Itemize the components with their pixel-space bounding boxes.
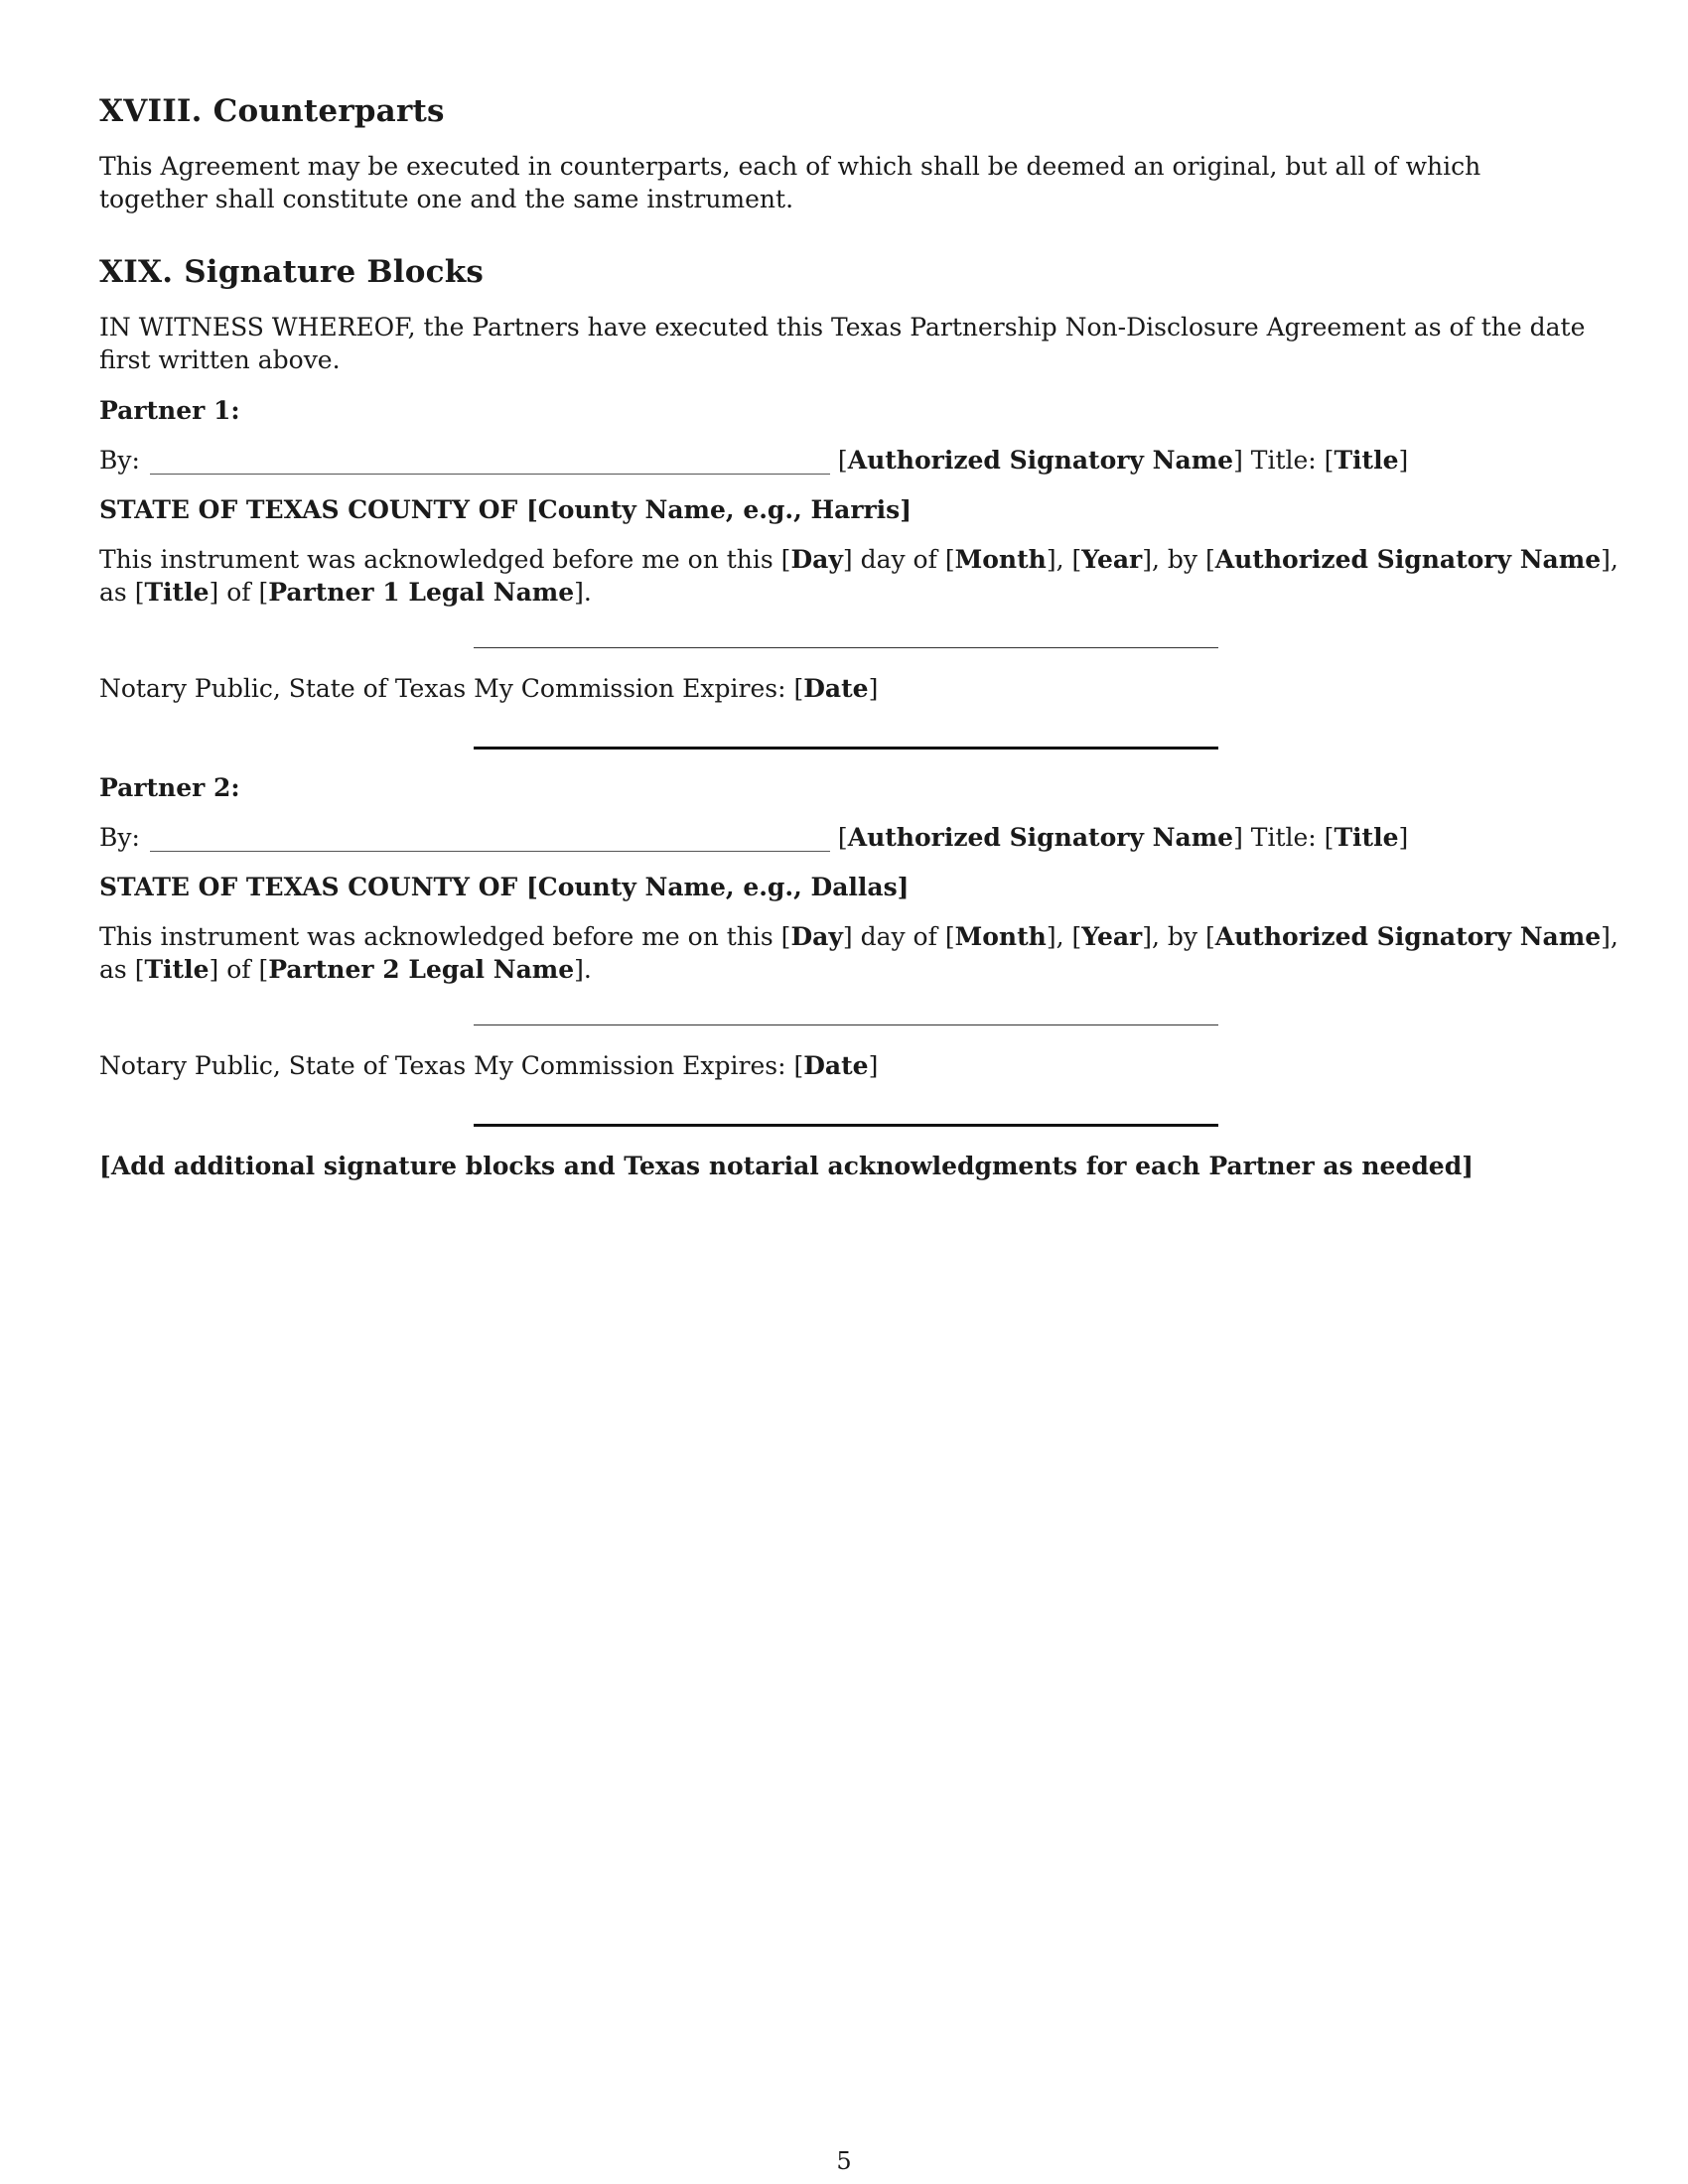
partner-2-heading: Partner 2: [99,773,240,802]
signatory-name-placeholder: Authorized Signatory Name [847,446,1234,475]
partner-1-acknowledgment-line-2: as [Title] of [Partner 1 Legal Name]. [99,578,592,607]
partner-legal-name-placeholder: Partner 1 Legal Name [268,578,575,607]
date-placeholder: Date [803,1051,869,1080]
county-placeholder: [County Name, e.g., Harris] [525,495,913,524]
section-title-counterparts: XVIII. Counterparts [99,93,445,129]
notary-signature-line[interactable] [474,1024,1218,1025]
page-number: 5 [836,2147,852,2175]
counterparts-paragraph: This Agreement may be executed in counterparts, each of which shall be deemed an original, but all of which together shall constitute one and the same instrument. [99,152,1481,213]
partner-2-acknowledgment-line-2: as [Title] of [Partner 2 Legal Name]. [99,955,592,984]
partner-legal-name-placeholder: Partner 2 Legal Name [268,955,575,984]
title-label: Title: [1250,446,1317,475]
title-label: Title: [1250,823,1317,852]
signatory-name-placeholder: Authorized Signatory Name [1214,922,1602,951]
date-placeholder: Date [803,674,869,703]
title-placeholder: Title [1334,823,1399,852]
partner-2-acknowledgment-line-1: This instrument was acknowledged before me on this [Day] day of [Month], [Year], by [Authorized Signatory Name], [99,922,1618,951]
year-placeholder: Year [1081,922,1143,951]
year-placeholder: Year [1081,545,1143,574]
signature-field[interactable] [150,448,830,475]
partner-2-signature-line: By: [Authorized Signatory Name] Title: [Title] [99,823,1409,852]
by-label: By: [99,823,140,852]
partner-1-state-county: STATE OF TEXAS COUNTY OF [County Name, e.g., Harris] [99,495,913,524]
signature-field[interactable] [150,825,830,852]
notary-signature-line[interactable] [474,647,1218,648]
partner-2-notary-line: Notary Public, State of Texas My Commission Expires: [Date] [99,1051,879,1080]
section-divider [474,1124,1218,1127]
partner-1-heading: Partner 1: [99,396,240,425]
partner-2-state-county: STATE OF TEXAS COUNTY OF [County Name, e.g., Dallas] [99,873,910,901]
title-placeholder: Title [144,955,210,984]
title-placeholder: Title [1334,446,1399,475]
partner-1-notary-line: Notary Public, State of Texas My Commission Expires: [Date] [99,674,879,703]
partner-1-signature-line: By: [Authorized Signatory Name] Title: [Title] [99,446,1409,475]
partner-1-acknowledgment-line-1: This instrument was acknowledged before me on this [Day] day of [Month], [Year], by [Authorized Signatory Name], [99,545,1618,574]
day-placeholder: Day [790,545,843,574]
by-label: By: [99,446,140,475]
signatory-name-placeholder: Authorized Signatory Name [847,823,1234,852]
section-title-signature-blocks: XIX. Signature Blocks [99,254,485,290]
section-divider [474,747,1218,750]
signatory-name-placeholder: Authorized Signatory Name [1214,545,1602,574]
month-placeholder: Month [954,545,1047,574]
witness-paragraph: IN WITNESS WHEREOF, the Partners have executed this Texas Partnership Non-Disclosure Agreement as of the date first written above. [99,313,1586,374]
day-placeholder: Day [790,922,843,951]
additional-signature-note: [Add additional signature blocks and Texas notarial acknowledgments for each Partner as needed] [99,1152,1475,1180]
title-placeholder: Title [144,578,210,607]
month-placeholder: Month [954,922,1047,951]
county-placeholder: [County Name, e.g., Dallas] [525,873,910,901]
